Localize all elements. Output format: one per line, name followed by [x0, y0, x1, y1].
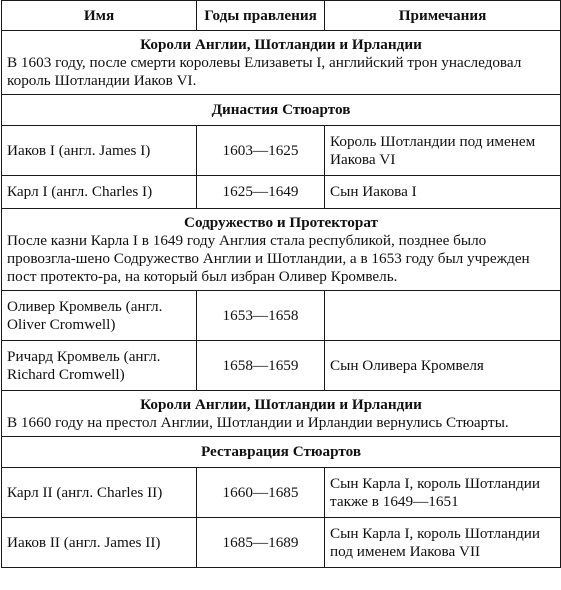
section-title: Династия Стюартов [2, 95, 561, 126]
header-row [2, 1, 561, 31]
section-text: После казни Карла I в 1649 году Англия стала республикой, позднее было провозгла-шено Содружество Англии и Шотландии, а в 1653 году был учрежден пост протекто-ра, на который был избран Оливер Кромвель. [7, 232, 530, 285]
table-row [2, 126, 561, 176]
section-restoration [2, 437, 561, 468]
table-row [2, 518, 561, 568]
section-text: В 1603 году, после смерти королевы Елизаветы I, английский трон унаследовал король Шотландии Иаков VI. [7, 54, 522, 89]
section-cell [2, 209, 561, 291]
section-stuarts [2, 95, 561, 126]
header-notes: Примечания [325, 1, 561, 31]
reign-years: 1653—1658 [197, 291, 325, 341]
ruler-note: Король Шотландии под именем Иакова VI [325, 126, 561, 176]
ruler-name: Оливер Кромвель (англ. Oliver Cromwell) [2, 291, 197, 341]
reign-years: 1625—1649 [197, 176, 325, 209]
section-cell [2, 391, 561, 437]
ruler-name: Ричард Кромвель (англ. Richard Cromwell) [2, 341, 197, 391]
ruler-note [325, 291, 561, 341]
reign-years: 1603—1625 [197, 126, 325, 176]
section-kings-1 [2, 31, 561, 95]
section-commonwealth [2, 209, 561, 291]
ruler-name: Иаков II (англ. James II) [2, 518, 197, 568]
ruler-name: Иаков I (англ. James I) [2, 126, 197, 176]
section-title: Короли Англии, Шотландии и Ирландии [140, 36, 422, 53]
table-row [2, 176, 561, 209]
ruler-note: Сын Карла I, король Шотландии под именем Иакова VII [325, 518, 561, 568]
ruler-name: Карл II (англ. Charles II) [2, 468, 197, 518]
reign-years: 1660—1685 [197, 468, 325, 518]
section-text: В 1660 году на престол Англии, Шотландии и Ирландии вернулись Стюарты. [7, 414, 509, 431]
ruler-note: Сын Иакова I [325, 176, 561, 209]
section-title: Содружество и Протекторат [184, 214, 378, 231]
header-years: Годы правления [197, 1, 325, 31]
table-row [2, 291, 561, 341]
section-title: Реставрация Стюартов [2, 437, 561, 468]
section-kings-2 [2, 391, 561, 437]
reign-years: 1658—1659 [197, 341, 325, 391]
section-cell [2, 31, 561, 95]
ruler-name: Карл I (англ. Charles I) [2, 176, 197, 209]
table-row [2, 341, 561, 391]
table-row [2, 468, 561, 518]
ruler-note: Сын Оливера Кромвеля [325, 341, 561, 391]
header-name: Имя [2, 1, 197, 31]
ruler-note: Сын Карла I, король Шотландии также в 1649—1651 [325, 468, 561, 518]
section-title: Короли Англии, Шотландии и Ирландии [140, 396, 422, 413]
rulers-table [1, 0, 561, 568]
reign-years: 1685—1689 [197, 518, 325, 568]
